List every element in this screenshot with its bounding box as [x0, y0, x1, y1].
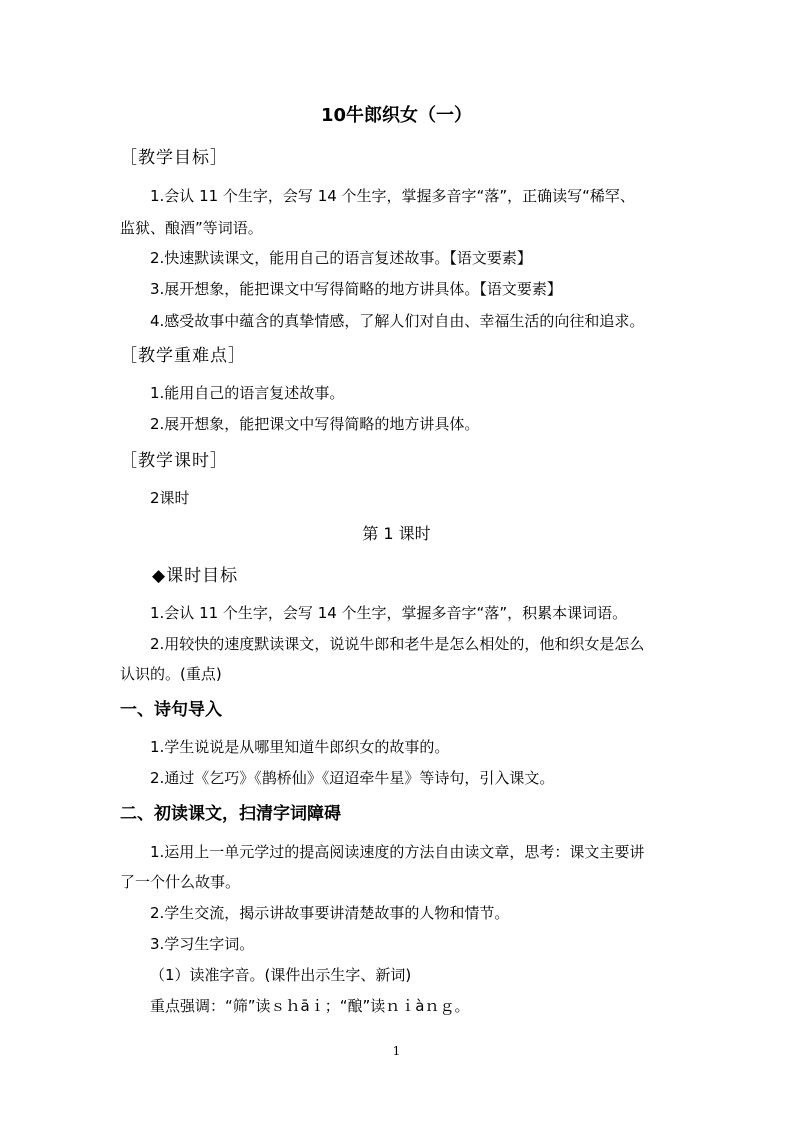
key-heading: ［教学重难点］ [120, 346, 246, 366]
goal-line-4: 4.感受故事中蕴含的真挚情感，了解人们对自由、幸福生活的向往和追求。 [150, 312, 645, 330]
part1-heading: 一、诗句导入 [120, 700, 222, 720]
goal-line-1: 1.会认 11 个生字，会写 14 个生字，掌握多音字“落”，正确读写“稀罕、 [150, 187, 635, 205]
part1-line-2: 2.通过《乞巧》《鹊桥仙》《迢迢牵牛星》等诗句，引入课文。 [150, 769, 555, 787]
key-line-2: 2.展开想象，能把课文中写得简略的地方讲具体。 [150, 415, 480, 433]
goals-heading: ［教学目标］ [120, 148, 228, 168]
part2-line-1: 1.运用上一单元学过的提高阅读速度的方法自由读文章，思考：课文主要讲 [150, 843, 645, 861]
goal-line-2: 2.快速默读课文，能用自己的语言复述故事。【语文要素】 [150, 249, 532, 267]
part2-line-1-cont: 了一个什么故事。 [120, 873, 241, 891]
page-title: 10牛郎织女（一） [320, 105, 473, 126]
page-number: 1 [392, 1044, 401, 1058]
lesson-goal-line-2-cont: 认识的。(重点) [120, 665, 222, 683]
lesson-heading: 第 1 课时 [362, 524, 431, 543]
lesson-goal-line-2: 2.用较快的速度默读课文，说说牛郎和老牛是怎么相处的，他和织女是怎么 [150, 635, 645, 653]
part2-heading: 二、初读课文，扫清字词障碍 [120, 804, 341, 824]
lesson-goal-line-1: 1.会认 11 个生字，会写 14 个生字，掌握多音字“落”，积累本课词语。 [150, 604, 628, 622]
part1-line-1: 1.学生说说是从哪里知道牛郎织女的故事的。 [150, 738, 450, 756]
lesson-goal-heading: ◆课时目标 [152, 566, 239, 586]
hours-heading: ［教学课时］ [120, 451, 228, 471]
hours-value: 2课时 [150, 489, 190, 507]
part2-line-5: 重点强调：“筛”读ｓｈāｉ；“酿”读ｎｉàｎｇ。 [150, 997, 470, 1015]
goal-line-3: 3.展开想象，能把课文中写得简略的地方讲具体。【语文要素】 [150, 280, 562, 298]
part2-line-2: 2.学生交流，揭示讲故事要讲清楚故事的人物和情节。 [150, 904, 510, 922]
key-line-1: 1.能用自己的语言复述故事。 [150, 384, 345, 402]
part2-line-3: 3.学习生字词。 [150, 935, 255, 953]
goal-line-1-cont: 监狱、酿酒”等词语。 [120, 219, 263, 237]
part2-line-4: （1）读准字音。(课件出示生字、新词) [150, 966, 412, 984]
